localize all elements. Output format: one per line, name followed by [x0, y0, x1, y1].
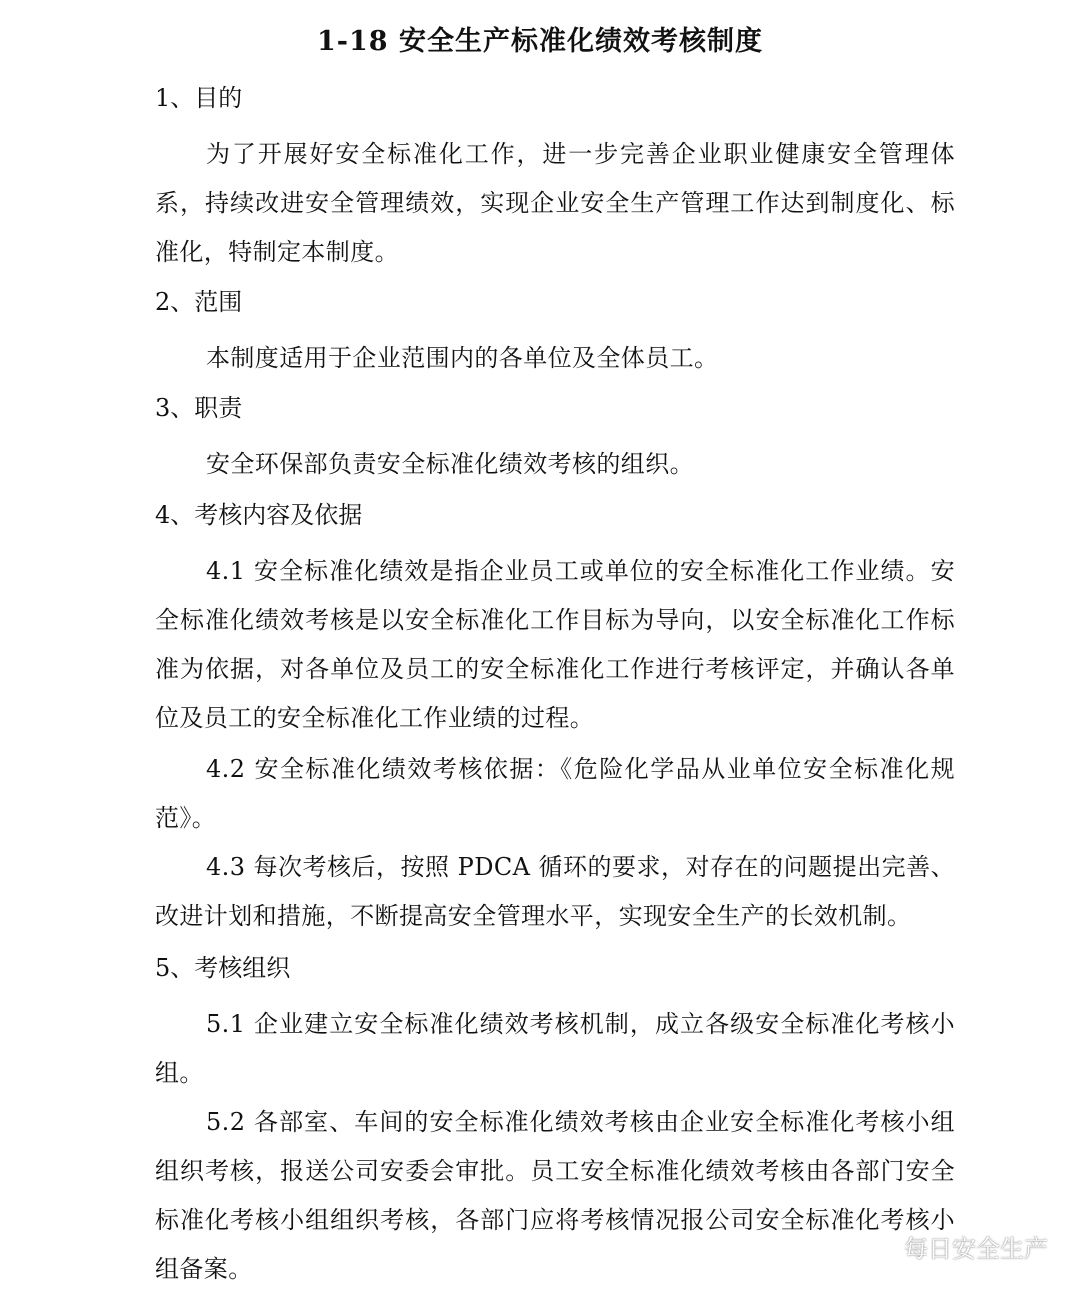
- paragraph-5-1: 5.1 企业建立安全标准化绩效考核机制，成立各级安全标准化考核小组。: [155, 1010, 955, 1087]
- paragraph-4-3: 4.3 每次考核后，按照 PDCA 循环的要求，对存在的问题提出完善、改进计划和措施，不断提高安全管理水平，实现安全生产的长效机制。: [155, 853, 955, 930]
- paragraph-responsibility: 安全环保部负责安全标准化绩效考核的组织。: [206, 450, 694, 478]
- paragraph-4-1: 4.1 安全标准化绩效是指企业员工或单位的安全标准化工作业绩。安全标准化绩效考核是以安全标准化工作目标为导向，以安全标准化工作标准为依据，对各单位及员工的安全标准化工作进行考核评定，并确认各单位及员工的安全标准化工作业绩的过程。: [155, 557, 955, 732]
- section-heading-organization: 5、考核组织: [155, 954, 291, 982]
- paragraph-purpose: 为了开展好安全标准化工作，进一步完善企业职业健康安全管理体系，持续改进安全管理绩效，实现企业安全生产管理工作达到制度化、标准化，特制定本制度。: [155, 140, 955, 266]
- section-heading-content-basis: 4、考核内容及依据: [155, 501, 363, 529]
- wechat-icon: [860, 1228, 898, 1264]
- section-heading-scope: 2、范围: [155, 288, 243, 316]
- paragraph-4-2: 4.2 安全标准化绩效考核依据：《危险化学品从业单位安全标准化规范》。: [155, 755, 955, 832]
- paragraph-5-2: 5.2 各部室、车间的安全标准化绩效考核由企业安全标准化考核小组组织考核，报送公司安委会审批。员工安全标准化绩效考核由各部门安全标准化考核小组组织考核，各部门应将考核情况报公司安全标准化考核小组备案。: [155, 1108, 955, 1283]
- watermark: [860, 1228, 1048, 1264]
- section-heading-purpose: 1、目的: [155, 84, 243, 112]
- document-title: 1-18 安全生产标准化绩效考核制度: [317, 26, 763, 57]
- paragraph-scope: 本制度适用于企业范围内的各单位及全体员工。: [206, 344, 719, 372]
- section-heading-responsibility: 3、职责: [155, 394, 243, 422]
- watermark-text: 每日安全生产: [904, 1234, 1048, 1263]
